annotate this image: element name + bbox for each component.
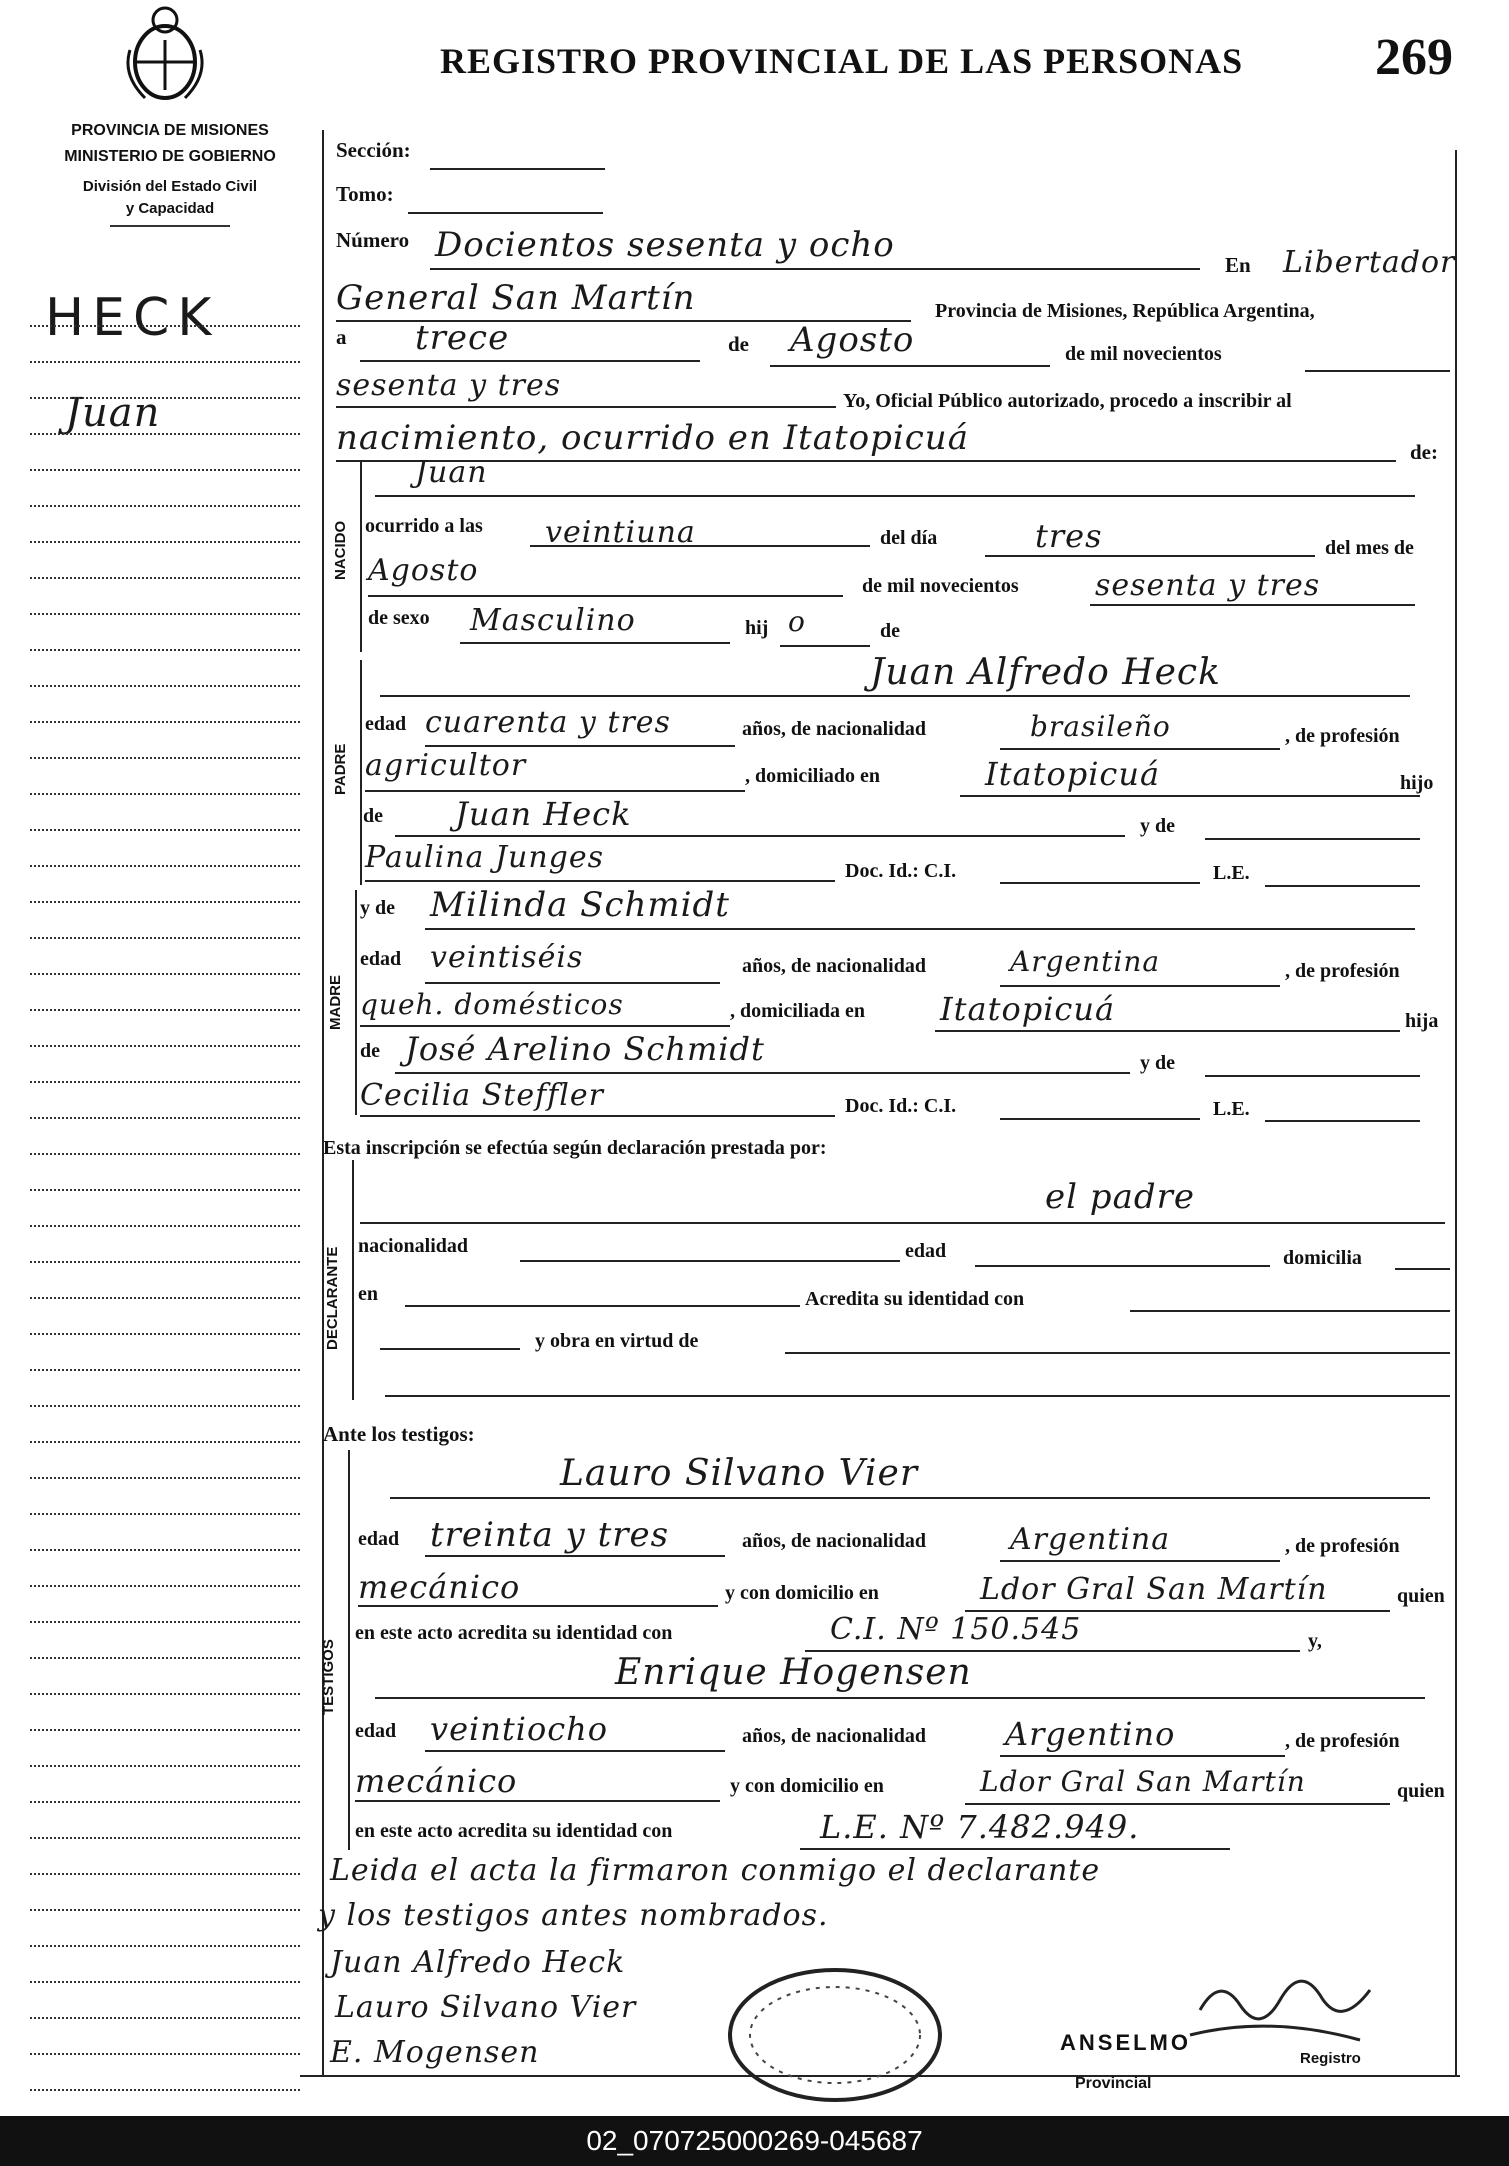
stub-ruled-line xyxy=(30,1621,300,1623)
t2-name: Enrique Hogensen xyxy=(615,1652,972,1693)
day-value: trece xyxy=(415,318,510,358)
stub-column xyxy=(0,0,310,2116)
stub-ruled-line xyxy=(30,1405,300,1407)
t1-nac-label: años, de nacionalidad xyxy=(742,1530,926,1552)
padre-father-line xyxy=(395,835,1125,837)
event-line xyxy=(336,460,1396,462)
t1-nat: Argentina xyxy=(1010,1522,1171,1557)
stub-given-name: Juan xyxy=(65,390,161,436)
madre-dom-label: , domiciliada en xyxy=(730,1000,866,1022)
t1-y: y, xyxy=(1308,1630,1322,1652)
footer-code-bar: 02_070725000269-045687 xyxy=(0,2116,1509,2166)
stub-ruled-line xyxy=(30,1369,300,1371)
t2-age: veintiocho xyxy=(430,1710,609,1748)
de-label-1: de xyxy=(728,332,749,356)
testigos-section-label: TESTIGOS xyxy=(320,1639,337,1715)
provincia-text: Provincia de Misiones, República Argentina, xyxy=(935,300,1315,322)
testigos-bracket xyxy=(348,1450,350,1850)
stamp-line-2: Registro xyxy=(1300,2050,1361,2067)
padre-yde-label: y de xyxy=(1140,815,1175,837)
tomo-label: Tomo: xyxy=(336,182,394,206)
day-line xyxy=(360,360,700,362)
madre-nat: Argentina xyxy=(1010,945,1161,978)
declarante-acredita-line xyxy=(1130,1310,1450,1312)
stub-ruled-line xyxy=(30,685,300,687)
padre-le-line xyxy=(1265,885,1420,887)
en-label: En xyxy=(1225,253,1251,277)
stub-ruled-line xyxy=(30,2053,300,2055)
stub-ruled-line xyxy=(30,937,300,939)
padre-nat-line xyxy=(1000,748,1280,750)
t1-name: Lauro Silvano Vier xyxy=(560,1453,919,1494)
numero-value: Docientos sesenta y ocho xyxy=(435,225,895,265)
year-line xyxy=(336,406,836,408)
seccion-label: Sección: xyxy=(336,138,411,162)
t2-nac-label: años, de nacionalidad xyxy=(742,1725,926,1747)
madre-nac-label: años, de nacionalidad xyxy=(742,955,926,977)
madre-bracket xyxy=(355,890,357,1115)
stub-ruled-line xyxy=(30,577,300,579)
stub-ruled-line xyxy=(30,973,300,975)
madre-yde2-label: y de xyxy=(1140,1052,1175,1074)
t2-prof-label: , de profesión xyxy=(1285,1730,1400,1752)
month-line xyxy=(770,365,1050,367)
padre-bracket xyxy=(360,660,362,885)
padre-edad-label: edad xyxy=(365,713,407,735)
stamp-line-1: ANSELMO xyxy=(1060,2030,1191,2055)
madre-age-line xyxy=(425,982,720,984)
t1-prof: mecánico xyxy=(358,1568,521,1606)
declarante-intro: Esta inscripción se efectúa según declaración prestada por: xyxy=(323,1137,827,1159)
t2-dom: Ldor Gral San Martín xyxy=(980,1765,1306,1798)
stub-ruled-line xyxy=(30,1693,300,1695)
stub-ruled-line xyxy=(30,1513,300,1515)
declarante-en-line xyxy=(405,1305,800,1307)
t1-id: C.I. Nº 150.545 xyxy=(830,1612,1082,1647)
t1-dom-label: y con domicilio en xyxy=(725,1582,879,1604)
nacido-milnov-label: de mil novecientos xyxy=(862,575,1019,597)
nacido-year-line xyxy=(1090,604,1415,606)
t2-prof-line xyxy=(355,1800,720,1802)
padre-doc-label: Doc. Id.: C.I. xyxy=(845,860,957,882)
madre-dom: Itatopicuá xyxy=(940,990,1116,1028)
stub-ruled-line xyxy=(30,829,300,831)
stub-ruled-line xyxy=(30,649,300,651)
stub-ruled-line xyxy=(30,1081,300,1083)
padre-hijo-label: hijo xyxy=(1400,772,1434,794)
signature-1: Juan Alfredo Heck xyxy=(330,1945,626,1980)
madre-father: José Arelino Schmidt xyxy=(405,1030,765,1068)
stub-ruled-line xyxy=(30,1837,300,1839)
stub-ruled-line xyxy=(30,757,300,759)
nacido-section-label: NACIDO xyxy=(332,520,349,580)
t2-age-line xyxy=(425,1750,725,1752)
stub-ruled-line xyxy=(30,613,300,615)
declarante-bracket xyxy=(352,1160,354,1400)
t2-dom-line xyxy=(965,1803,1390,1805)
madre-yde-label: y de xyxy=(360,897,395,919)
stub-ruled-line xyxy=(30,1945,300,1947)
stub-ruled-line xyxy=(30,469,300,471)
t2-quien: quien xyxy=(1397,1780,1445,1802)
t2-nat-line xyxy=(1000,1755,1285,1757)
madre-dom-line xyxy=(935,1030,1400,1032)
sex-value: Masculino xyxy=(470,603,636,638)
t1-dom: Ldor Gral San Martín xyxy=(980,1572,1328,1607)
org-line-3: División del Estado Civil xyxy=(82,178,258,195)
seccion-line xyxy=(430,168,605,170)
madre-le-label: L.E. xyxy=(1213,1098,1250,1120)
stub-surname: HECK xyxy=(45,288,220,348)
padre-yde-line xyxy=(1205,838,1420,840)
padre-dom-line xyxy=(960,795,1420,797)
madre-nat-line xyxy=(1000,985,1280,987)
stub-ruled-line xyxy=(30,901,300,903)
deldia-label: del día xyxy=(880,527,938,549)
padre-dom: Itatopicuá xyxy=(985,755,1161,793)
signature-2: Lauro Silvano Vier xyxy=(335,1990,637,2025)
madre-prof-label: , de profesión xyxy=(1285,960,1400,982)
signature-3: E. Mogensen xyxy=(330,2035,540,2070)
madre-name-line xyxy=(425,928,1415,930)
hour-line xyxy=(530,545,870,547)
madre-de-label: de xyxy=(360,1040,380,1062)
stub-ruled-line xyxy=(30,1333,300,1335)
org-line-4: y Capacidad xyxy=(125,200,215,217)
stub-ruled-line xyxy=(30,1801,300,1803)
stub-ruled-line xyxy=(30,1909,300,1911)
stub-ruled-line xyxy=(30,1009,300,1011)
madre-mother-line xyxy=(360,1115,835,1117)
stub-ruled-line xyxy=(30,1585,300,1587)
a-label: a xyxy=(336,325,347,349)
stub-ruled-line xyxy=(30,865,300,867)
hijo-value: o xyxy=(788,605,806,638)
stub-ruled-line xyxy=(30,1261,300,1263)
stamp-line-3: Provincial xyxy=(1075,2075,1152,2092)
stub-ruled-line xyxy=(30,505,300,507)
stub-ruled-line xyxy=(30,1225,300,1227)
madre-doc-line xyxy=(1000,1118,1200,1120)
stub-ruled-line xyxy=(30,793,300,795)
madre-mother: Cecilia Steffler xyxy=(360,1078,604,1113)
declarante-obra-line xyxy=(785,1352,1450,1354)
milnov-label: de mil novecientos xyxy=(1065,343,1222,365)
t2-nat: Argentino xyxy=(1005,1715,1176,1753)
nacido-de-label: de xyxy=(880,620,900,642)
milnov-line xyxy=(1305,370,1450,372)
stub-ruled-line xyxy=(30,1765,300,1767)
document-title: REGISTRO PROVINCIAL DE LAS PERSONAS xyxy=(440,41,1244,81)
t1-age: treinta y tres xyxy=(430,1515,670,1555)
declarante-nac-line xyxy=(520,1260,900,1262)
padre-doc-line xyxy=(1000,882,1200,884)
delmes-label: del mes de xyxy=(1325,537,1414,559)
t2-prof: mecánico xyxy=(355,1762,518,1800)
madre-age: veintiséis xyxy=(430,940,584,975)
declarante-dom-label: domicilia xyxy=(1283,1247,1362,1269)
padre-father: Juan Heck xyxy=(455,795,632,833)
declarante-extra-line xyxy=(385,1395,1450,1397)
main-left-border xyxy=(322,130,324,2075)
t2-id-line xyxy=(800,1848,1230,1850)
madre-prof: queh. domésticos xyxy=(360,988,624,1021)
oficial-text: Yo, Oficial Público autorizado, procedo a inscribir al xyxy=(843,390,1292,412)
nacido-bracket xyxy=(360,462,362,652)
stub-ruled-line xyxy=(30,325,300,327)
place-value-1: Libertador xyxy=(1283,245,1456,280)
closing-line-2: y los testigos antes nombrados. xyxy=(318,1898,829,1933)
t1-prof-label: , de profesión xyxy=(1285,1535,1400,1557)
madre-hija-label: hija xyxy=(1405,1010,1439,1032)
declarante-name-line xyxy=(360,1222,1445,1224)
declarante-blank-line xyxy=(380,1348,520,1350)
stub-ruled-line xyxy=(30,721,300,723)
madre-le-line xyxy=(1265,1120,1420,1122)
sex-line xyxy=(460,642,730,644)
nacido-day-value: tres xyxy=(1035,517,1103,555)
stub-ruled-line xyxy=(30,361,300,363)
t2-name-line xyxy=(375,1697,1425,1699)
t1-age-line xyxy=(425,1555,725,1557)
official-signature-scribble xyxy=(1180,1970,1380,2050)
declarante-edad-line xyxy=(975,1265,1270,1267)
t2-acredita-label: en este acto acredita su identidad con xyxy=(355,1820,673,1842)
padre-mother-line xyxy=(365,880,835,882)
closing-line-1: Leida el acta la firmaron conmigo el declarante xyxy=(330,1853,1101,1888)
stub-ruled-line xyxy=(30,1729,300,1731)
numero-line xyxy=(430,268,1200,270)
padre-prof: agricultor xyxy=(365,748,527,783)
padre-mother: Paulina Junges xyxy=(365,840,604,875)
padre-prof-line xyxy=(365,790,745,792)
stub-ruled-line xyxy=(30,1657,300,1659)
madre-edad-label: edad xyxy=(360,948,402,970)
stub-ruled-line xyxy=(30,1189,300,1191)
page-number: 269 xyxy=(1375,29,1453,86)
stub-ruled-line xyxy=(30,1981,300,1983)
hour-value: veintiuna xyxy=(545,515,696,550)
declarante-nac-label: nacionalidad xyxy=(358,1235,469,1257)
nacido-month-line xyxy=(368,595,843,597)
t1-prof-line xyxy=(358,1605,718,1607)
org-line-1: PROVINCIA DE MISIONES xyxy=(71,122,269,139)
testigos-intro: Ante los testigos: xyxy=(323,1422,475,1446)
stub-ruled-line xyxy=(30,1045,300,1047)
t1-acredita-label: en este acto acredita su identidad con xyxy=(355,1622,673,1644)
org-line-2: MINISTERIO DE GOBIERNO xyxy=(64,148,276,165)
padre-nac-label: años, de nacionalidad xyxy=(742,718,926,740)
month-value: Agosto xyxy=(790,320,915,360)
event-value: nacimiento, ocurrido en Itatopicuá xyxy=(336,418,969,458)
nacido-name-line xyxy=(375,495,1415,497)
padre-dom-label: , domiciliado en xyxy=(745,765,881,787)
madre-section-label: MADRE xyxy=(327,975,344,1030)
place-value-2: General San Martín xyxy=(336,278,696,318)
declarante-section-label: DECLARANTE xyxy=(324,1246,341,1350)
padre-age: cuarenta y tres xyxy=(425,705,671,740)
declarante-edad-label: edad xyxy=(905,1240,947,1262)
stub-ruled-line xyxy=(30,433,300,435)
stub-ruled-line xyxy=(30,1549,300,1551)
nacido-day-line xyxy=(985,555,1315,557)
hijo-label: hij xyxy=(745,617,769,639)
tomo-line xyxy=(408,212,603,214)
year-value: sesenta y tres xyxy=(336,368,562,403)
declarante-acredita-label: Acredita su identidad con xyxy=(805,1288,1025,1310)
stub-ruled-line xyxy=(30,2017,300,2019)
padre-name-line xyxy=(380,695,1410,697)
t2-id: L.E. Nº 7.482.949. xyxy=(820,1808,1140,1846)
nacido-name: Juan xyxy=(415,455,488,490)
stub-ruled-line xyxy=(30,1873,300,1875)
stub-ruled-line xyxy=(30,1477,300,1479)
stub-ruled-line xyxy=(30,2089,300,2091)
madre-doc-label: Doc. Id.: C.I. xyxy=(845,1095,957,1117)
madre-name: Milinda Schmidt xyxy=(430,885,730,925)
t1-edad-label: edad xyxy=(358,1528,400,1550)
t1-nat-line xyxy=(1000,1560,1280,1562)
hijo-line xyxy=(780,645,870,647)
declarante-dom-line xyxy=(1395,1268,1450,1270)
main-right-border xyxy=(1455,150,1457,2075)
stub-ruled-line xyxy=(30,541,300,543)
stub-ruled-line xyxy=(30,397,300,399)
padre-section-label: PADRE xyxy=(332,743,349,795)
numero-label: Número xyxy=(336,228,410,252)
round-stamp xyxy=(720,1960,950,2110)
padre-de-label: de xyxy=(363,805,383,827)
padre-age-line xyxy=(425,745,735,747)
padre-nat: brasileño xyxy=(1030,710,1171,743)
stub-ruled-line xyxy=(30,1441,300,1443)
nacido-year-value: sesenta y tres xyxy=(1095,568,1321,603)
sexo-label: de sexo xyxy=(368,607,430,629)
padre-name: Juan Alfredo Heck xyxy=(870,652,1221,693)
madre-yde2-line xyxy=(1205,1075,1420,1077)
madre-prof-line xyxy=(360,1025,730,1027)
ocurrido-label: ocurrido a las xyxy=(365,515,483,537)
t2-edad-label: edad xyxy=(355,1720,397,1742)
stub-ruled-line xyxy=(30,1297,300,1299)
stub-ruled-line xyxy=(30,1153,300,1155)
declarante-en-label: en xyxy=(358,1283,378,1305)
padre-le-label: L.E. xyxy=(1213,862,1250,884)
madre-father-line xyxy=(395,1072,1130,1074)
declarante-obra-label: y obra en virtud de xyxy=(535,1330,699,1352)
t2-dom-label: y con domicilio en xyxy=(730,1775,884,1797)
padre-prof-label: , de profesión xyxy=(1285,725,1400,747)
de-colon-label: de: xyxy=(1410,440,1438,464)
nacido-month-value: Agosto xyxy=(368,553,479,588)
t1-name-line xyxy=(390,1497,1430,1499)
t1-quien: quien xyxy=(1397,1585,1445,1607)
declarante-name: el padre xyxy=(1045,1177,1195,1217)
stub-ruled-line xyxy=(30,1117,300,1119)
